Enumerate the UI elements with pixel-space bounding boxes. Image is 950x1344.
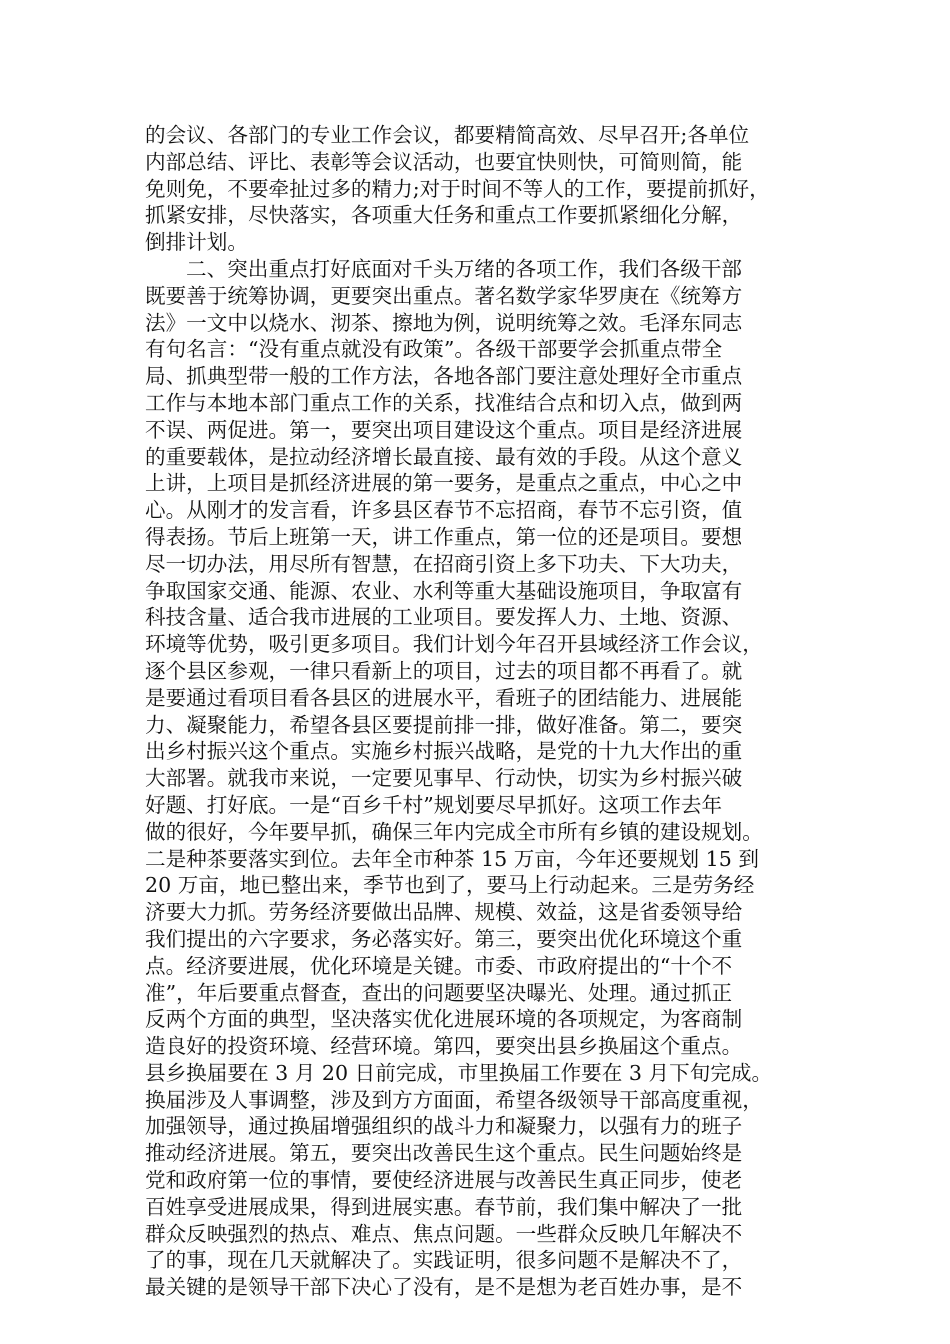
text-line: 推动经济进展。第五，要突出改善民生这个重点。民生问题始终是 (145, 1141, 743, 1166)
text-line: 心。从刚才的发言看，许多县区春节不忘招商，春节不忘引资，值 (145, 498, 743, 523)
text-line: 我们提出的六字要求，务必落实好。第三，要突出优化环境这个重 (145, 926, 743, 951)
text-line: 换届涉及人事调整，涉及到方方面面，希望各级领导干部高度重视， (145, 1087, 763, 1112)
text-line: 20 万亩，地已整出来，季节也到了，要马上行动起来。三是劳务经 (145, 873, 755, 898)
text-line: 局、抓典型带一般的工作方法，各地各部门要注意处理好全市重点 (145, 364, 743, 389)
text-line: 内部总结、评比、表彰等会议活动，也要宜快则快，可简则简，能 (145, 149, 743, 174)
text-line: 县乡换届要在 3 月 20 日前完成，市里换届工作要在 3 月下旬完成。 (145, 1060, 773, 1085)
text-line: 出乡村振兴这个重点。实施乡村振兴战略，是党的十九大作出的重 (145, 739, 743, 764)
text-line: 的重要载体，是拉动经济增长最直接、最有效的手段。从这个意义 (145, 444, 743, 469)
text-line: 济要大力抓。劳务经济要做出品牌、规模、效益，这是省委领导给 (145, 900, 743, 925)
text-line: 逐个县区参观，一律只看新上的项目，过去的项目都不再看了。就 (145, 658, 743, 683)
text-line: 抓紧安排，尽快落实，各项重大任务和重点工作要抓紧细化分解， (145, 203, 743, 228)
text-line: 群众反映强烈的热点、难点、焦点问题。一些群众反映几年解决不 (145, 1221, 743, 1246)
text-line: 工作与本地本部门重点工作的关系，找准结合点和切入点，做到两 (145, 390, 743, 415)
text-line: 争取国家交通、能源、农业、水利等重大基础设施项目，争取富有 (145, 578, 743, 603)
text-line: 得表扬。节后上班第一天，讲工作重点，第一位的还是项目。要想 (145, 524, 743, 549)
text-line: 不误、两促进。第一，要突出项目建设这个重点。项目是经济进展 (145, 417, 743, 442)
text-line: 造良好的投资环境、经营环境。第四，要突出县乡换届这个重点。 (145, 1034, 743, 1059)
text-line: 力、凝聚能力，希望各县区要提前排一排，做好准备。第二，要突 (145, 712, 743, 737)
text-line: 了的事，现在几天就解决了。实践证明，很多问题不是解决不了， (145, 1248, 743, 1273)
text-line: 准”，年后要重点督查，查出的问题要坚决曝光、处理。通过抓正 (145, 980, 733, 1005)
document-body-text (145, 122, 805, 1301)
text-line: 是要通过看项目看各县区的进展水平，看班子的团结能力、进展能 (145, 685, 743, 710)
text-line: 上讲，上项目是抓经济进展的第一要务，是重点之重点，中心之中 (145, 471, 743, 496)
text-line: 的会议、各部门的专业工作会议，都要精简高效、尽早召开;各单位 (145, 123, 750, 147)
text-line: 环境等优势，吸引更多项目。我们计划今年召开县域经济工作会议， (145, 632, 763, 657)
text-line: 免则免，不要牵扯过多的精力;对于时间不等人的工作，要提前抓好， (145, 176, 770, 201)
text-line: 百姓享受进展成果，得到进展实惠。春节前，我们集中解决了一批 (145, 1194, 743, 1219)
text-line: 反两个方面的典型，坚决落实优化进展环境的各项规定，为客商制 (145, 1007, 743, 1032)
text-line: 既要善于统筹协调，更要突出重点。著名数学家华罗庚在《统筹方 (145, 283, 743, 308)
text-line: 尽一切办法，用尽所有智慧，在招商引资上多下功夫、下大功夫， (145, 551, 743, 576)
document-page (145, 122, 805, 1301)
text-line: 有句名言：“没有重点就没有政策”。各级干部要学会抓重点带全 (145, 337, 723, 362)
text-line: 做的很好，今年要早抓，确保三年内完成全市所有乡镇的建设规划。 (145, 819, 763, 844)
text-line: 好题、打好底。一是“百乡千村”规划要尽早抓好。这项工作去年 (145, 792, 723, 817)
text-line: 科技含量、适合我市进展的工业项目。要发挥人力、土地、资源、 (145, 605, 743, 630)
text-line: 二、突出重点打好底面对千头万绪的各项工作，我们各级干部 (186, 256, 743, 281)
text-line: 最关键的是领导干部下决心了没有，是不是想为老百姓办事，是不 (145, 1275, 743, 1300)
text-line: 倒排计划。 (145, 230, 248, 255)
text-line: 点。经济要进展，优化环境是关键。市委、市政府提出的“十个不 (145, 953, 733, 978)
text-line: 二是种茶要落实到位。去年全市种茶 15 万亩，今年还要规划 15 到 (145, 846, 760, 871)
text-line: 党和政府第一位的事情，要使经济进展与改善民生真正同步，使老 (145, 1168, 743, 1193)
text-line: 法》一文中以烧水、沏茶、擦地为例，说明统筹之效。毛泽东同志 (145, 310, 743, 335)
text-line: 大部署。就我市来说，一定要见事早、行动快，切实为乡村振兴破 (145, 766, 743, 791)
text-line: 加强领导，通过换届增强组织的战斗力和凝聚力，以强有力的班子 (145, 1114, 743, 1139)
